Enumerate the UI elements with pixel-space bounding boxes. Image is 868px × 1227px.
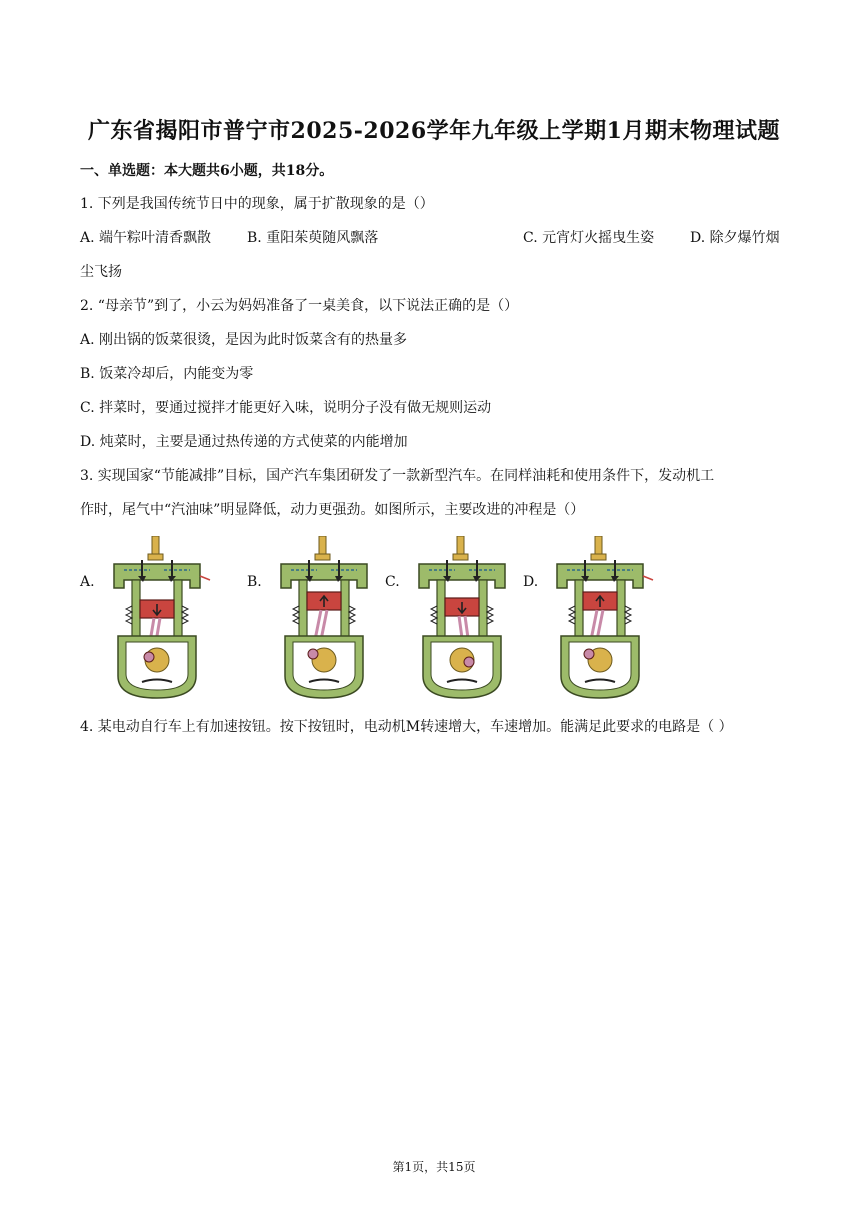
question-3-option-a (80, 536, 255, 666)
question-1-option-a: A. 端午粽叶清香飘散 (80, 230, 212, 246)
option-c-label: C. (385, 574, 400, 590)
question-2-option-a: A. 刚出锅的饭菜很烫，是因为此时饭菜含有的热量多 (80, 332, 408, 348)
option-a-label: A. (80, 574, 95, 590)
section-heading: 一、单选题：本大题共6小题，共18分。 (80, 163, 334, 179)
page-footer: 第1页，共15页 (392, 1160, 476, 1174)
question-1-option-d-wrap: 尘飞扬 (80, 264, 122, 280)
engine-diagram-a-icon (102, 536, 212, 701)
page-title: 广东省揭阳市普宁市2025-2026学年九年级上学期1月期末物理试题 (88, 118, 780, 144)
question-3-option-d (523, 536, 698, 666)
question-2-stem: 2. “母亲节”到了，小云为妈妈准备了一桌美食，以下说法正确的是（） (80, 298, 519, 314)
question-1-option-c: C. 元宵灯火摇曳生姿 (523, 230, 655, 246)
question-1-stem: 1. 下列是我国传统节日中的现象，属于扩散现象的是（） (80, 196, 434, 212)
question-4-stem: 4. 某电动自行车上有加速按钮。按下按钮时，电动机M转速增大，车速增加。能满足此要求的电路是（ ） (80, 719, 733, 735)
question-2-option-d: D. 炖菜时，主要是通过热传递的方式使菜的内能增加 (80, 434, 408, 450)
question-3-stem-line-1: 3. 实现国家“节能减排”目标，国产汽车集团研发了一款新型汽车。在同样油耗和使用条件下，发动机工 (80, 468, 715, 484)
question-3-stem-line-2: 作时，尾气中“汽油味”明显降低，动力更强劲。如图所示，主要改进的冲程是（） (80, 502, 585, 518)
engine-diagram-b-icon (269, 536, 379, 701)
question-2-option-b: B. 饭菜冷却后，内能变为零 (80, 366, 254, 382)
engine-diagram-c-icon (407, 536, 517, 701)
question-1-option-d: D. 除夕爆竹烟 (690, 230, 780, 246)
engine-diagram-d-icon (545, 536, 655, 701)
question-2-option-c: C. 拌菜时，要通过搅拌才能更好入味，说明分子没有做无规则运动 (80, 400, 492, 416)
option-b-label: B. (247, 574, 262, 590)
option-d-label: D. (523, 574, 539, 590)
question-1-option-b: B. 重阳茱萸随风飘落 (247, 230, 379, 246)
